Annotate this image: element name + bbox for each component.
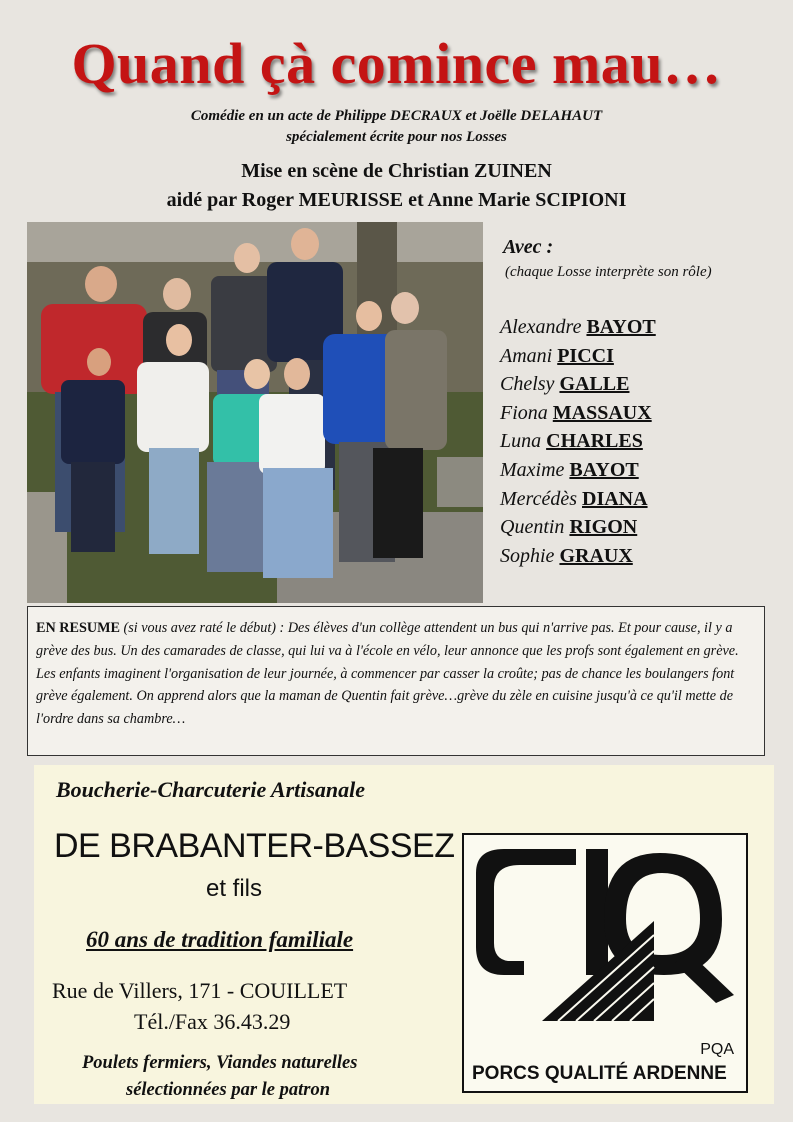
cast-member — [500, 402, 656, 431]
cast-member — [500, 459, 656, 488]
ad-business-suffix: et fils — [206, 875, 263, 902]
page-title: Quand çà comince mau… — [71, 31, 722, 96]
cast-first-name: Amani — [500, 344, 553, 367]
pqa-logo-icon — [464, 835, 746, 1035]
director-line: Mise en scène de Christian ZUINEN — [241, 160, 552, 182]
cast-member — [500, 430, 656, 459]
cast-member — [500, 345, 656, 374]
cast-heading: Avec : — [503, 236, 554, 258]
cast-first-name: Alexandre — [500, 316, 582, 338]
summary-box — [27, 606, 765, 756]
cast-last-name: BAYOT — [569, 458, 639, 481]
pqa-logo — [462, 833, 748, 1093]
cast-last-name: PICCI — [557, 344, 614, 367]
cast-first-name: Fiona — [500, 401, 548, 424]
ad-business-type: Boucherie-Charcuterie Artisanale — [56, 777, 366, 802]
cast-note: (chaque Losse interprète son rôle) — [505, 264, 712, 280]
ad-address: Rue de Villers, 171 - COUILLET — [52, 978, 348, 1003]
cast-first-name: Quentin — [500, 516, 565, 539]
pqa-logo-text: PORCS QUALITÉ ARDENNE — [472, 1063, 727, 1084]
cast-last-name: GALLE — [559, 373, 630, 396]
cast-last-name: CHARLES — [546, 430, 643, 453]
cast-photo — [27, 222, 483, 603]
butcher-advertisement — [34, 765, 774, 1104]
cast-member — [500, 545, 656, 574]
cast-member — [500, 316, 656, 345]
cast-last-name: BAYOT — [586, 316, 656, 338]
cast-last-name: MASSAUX — [552, 401, 652, 424]
ad-promo-line1: Poulets fermiers, Viandes naturelles — [82, 1053, 358, 1073]
cast-first-name: Luna — [500, 430, 542, 453]
ad-promo-line2: sélectionnées par le patron — [126, 1080, 331, 1100]
cast-photo-illustration — [27, 222, 483, 603]
ad-business-name: DE BRABANTER-BASSEZ — [54, 827, 455, 865]
cast-list — [500, 316, 656, 573]
cast-member — [500, 373, 656, 402]
credits-authors: Comédie en un acte de Philippe DECRAUX et Joëlle DELAHAUT — [190, 108, 603, 124]
cast-first-name: Maxime — [500, 458, 565, 481]
ad-tagline: 60 ans de tradition familiale — [86, 927, 354, 952]
cast-member — [500, 488, 656, 517]
cast-last-name: RIGON — [569, 516, 638, 539]
assistants-line: aidé par Roger MEURISSE et Anne Marie SCIPIONI — [166, 189, 627, 211]
cast-first-name: Chelsy — [500, 373, 555, 396]
cast-member — [500, 516, 656, 545]
cast-last-name: DIANA — [582, 487, 648, 510]
cast-last-name: GRAUX — [559, 544, 633, 567]
cast-first-name: Sophie — [500, 544, 555, 567]
cast-first-name: Mercédès — [500, 487, 577, 510]
ad-phone: Tél./Fax 36.43.29 — [134, 1009, 291, 1034]
credits-dedication: spécialement écrite pour nos Losses — [286, 129, 507, 145]
pqa-logo-initials: PQA — [700, 1041, 734, 1058]
summary-aside: (si vous avez raté le début) : — [119, 620, 288, 636]
summary-lead: EN RESUME — [36, 620, 120, 636]
summary-text: Des élèves d'un collège attendent un bus qui n'arrive pas. Et pour cause, il y a grève des bus. Un des camarades de classe, qui lui va à l'école en vélo, leur annonce que les profs sont également en grève. Les enfants imaginent l'organisation de leur journée, à commencer par casser la croûte; pas de chance les boulangers font grève également. On apprend alors que la maman de Quentin fait grève…grève du zèle en cuisine jusqu'à ce qu'il mette de l'ordre dans sa chambre… — [36, 620, 739, 728]
